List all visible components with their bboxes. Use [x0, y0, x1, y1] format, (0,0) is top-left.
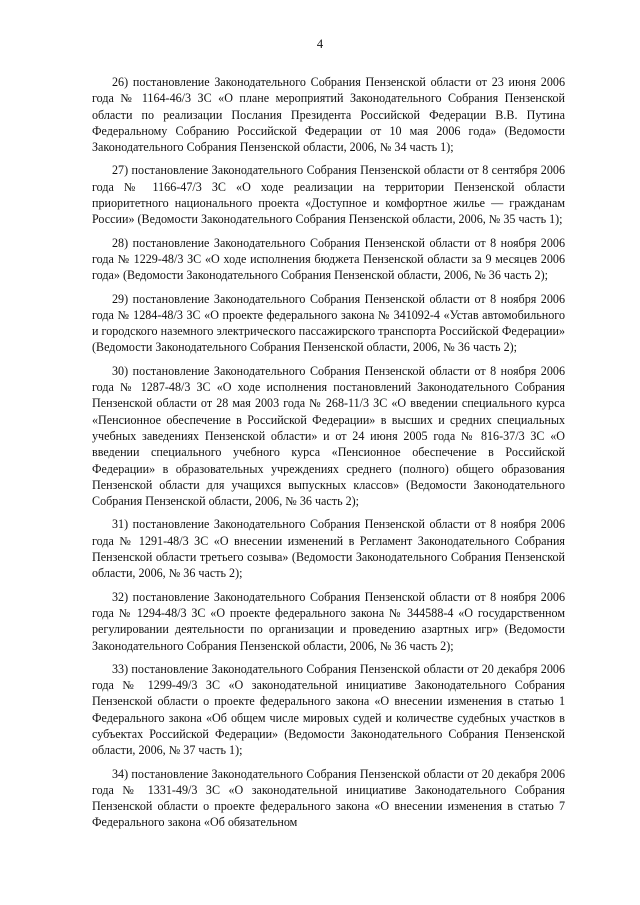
list-item-34: 34) постановление Законодательного Собрания Пензенской области от 20 декабря 2006 года № 1331-49/3 ЗС «О законодательной инициативе Законодательного Собрания Пензенской области о проекте федерального закона «О внесении изменения в статью 7 Федерального закона «Об обязательном — [92, 766, 565, 830]
list-item-27: 27) постановление Законодательного Собрания Пензенской области от 8 сентября 2006 года № 1166-47/3 ЗС «О ходе реализации на территории Пензенской области приоритетного национального проекта «Доступное и комфортное жилье — гражданам России» (Ведомости Законодательного Собрания Пензенской области, 2006, № 35 часть 1); — [92, 163, 565, 227]
list-item-32: 32) постановление Законодательного Собрания Пензенской области от 8 ноября 2006 года № 1294-48/3 ЗС «О проекте федерального закона № 344588-4 «О государственном регулировании деятельности по организации и проведению азартных игр» (Ведомости Законодательного Собрания Пензенской области, 2006, № 36 часть 2); — [92, 589, 565, 653]
list-item-26: 26) постановление Законодательного Собрания Пензенской области от 23 июня 2006 года № 1164-46/3 ЗС «О плане мероприятий Законодательного Собрания Пензенской области по реализации Послания Президента Российской Федерации В.В. Путина Федеральному Собранию Российской Федерации от 10 мая 2006 года» (Ведомости Законодательного Собрания Пензенской области, 2006, № 34 часть 1); — [92, 75, 565, 155]
list-item-30: 30) постановление Законодательного Собрания Пензенской области от 8 ноября 2006 года № 1287-48/3 ЗС «О ходе исполнения постановлений Законодательного Собрания Пензенской области от 28 мая 2003 года № 268-11/3 ЗС «О введении специального курса «Пенсионное обеспечение в Российской Федерации» в высших и средних специальных учебных заведениях Пензенской области» и от 24 июня 2005 года № 816-37/3 ЗС «О введении специального учебного курса «Пенсионное обеспечение в Российской Федерации» в образовательных учреждениях среднего (полного) общего образования Пензенской области для учащихся выпускных классов» (Ведомости Законодательного Собрания Пензенской области, 2006, № 36 часть 2); — [92, 363, 565, 509]
list-item-33: 33) постановление Законодательного Собрания Пензенской области от 20 декабря 2006 года № 1299-49/3 ЗС «О законодательной инициативе Законодательного Собрания Пензенской области о проекте федерального закона «О внесении изменения в статью 1 Федерального закона «Об общем числе мировых судей и количестве судебных участков в субъектах Российской Федерации» (Ведомости Законодательного Собрания Пензенской области, 2006, № 37 часть 1); — [92, 661, 565, 758]
list-item-28: 28) постановление Законодательного Собрания Пензенской области от 8 ноября 2006 года № 1229-48/3 ЗС «О ходе исполнения бюджета Пензенской области за 9 месяцев 2006 года» (Ведомости Законодательного Собрания Пензенской области, 2006, № 36 часть 2); — [92, 235, 565, 283]
list-item-31: 31) постановление Законодательного Собрания Пензенской области от 8 ноября 2006 года № 1291-48/3 ЗС «О внесении изменений в Регламент Законодательного Собрания Пензенской области третьего созыва» (Ведомости Законодательного Собрания Пензенской области, 2006, № 36 часть 2); — [92, 517, 565, 581]
list-item-29: 29) постановление Законодательного Собрания Пензенской области от 8 ноября 2006 года № 1284-48/3 ЗС «О проекте федерального закона № 341092-4 «Устав автомобильного и городского наземного электрического пассажирского транспорта Российской Федерации» (Ведомости Законодательного Собрания Пензенской области, 2006, № 36 часть 2); — [92, 291, 565, 355]
document-body — [92, 74, 565, 831]
page-number: 4 — [316, 37, 324, 51]
